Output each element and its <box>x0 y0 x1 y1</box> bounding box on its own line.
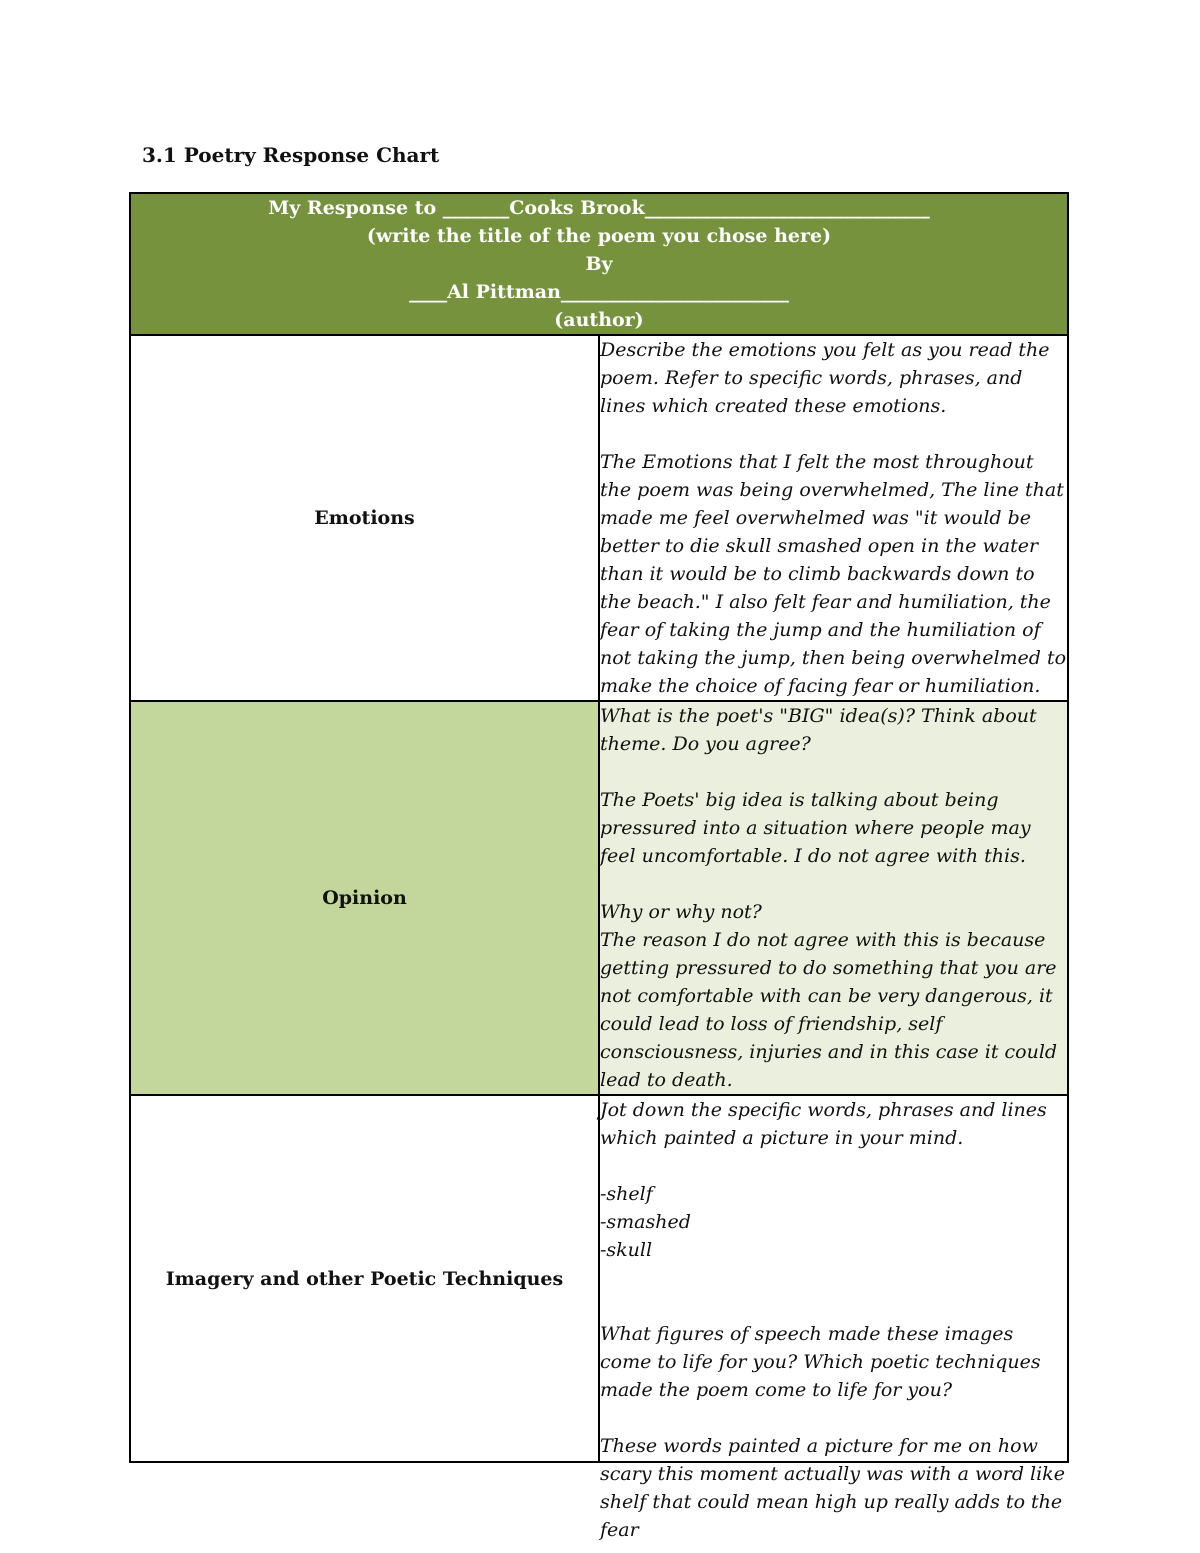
emotions-label: Emotions <box>130 335 599 701</box>
figures-prompt: What figures of speech made these images come to life for you? Which poetic techniques made the poem come to life for you? <box>600 1323 1041 1401</box>
figures-response: These words painted a picture for me on how scary this moment actually was with a word like shelf that could mean high up really adds to the fear <box>600 1435 1065 1541</box>
emotions-content <box>599 335 1068 701</box>
imagery-word: -skull <box>600 1239 653 1261</box>
imagery-row <box>130 1095 1068 1462</box>
opinion-why-response: The reason I do not agree with this is because getting pressured to do something that you are not comfortable with can be very dangerous, it could lead to loss of friendship, self consciousness, injuries and in this case it could lead to death. <box>600 929 1058 1091</box>
chart-header-row <box>130 193 1068 335</box>
emotions-response: The Emotions that I felt the most throughout the poem was being overwhelmed, The line that made me feel overwhelmed was "it would be better to die skull smashed open in the water than it would be to climb backwards down to the beach." I also felt fear and humiliation, the fear of taking the jump and the humiliation of not taking the jump, then being overwhelmed to make the choice of facing fear or humiliation. <box>600 451 1067 697</box>
emotions-row <box>130 335 1068 701</box>
by-label: By <box>585 253 613 275</box>
opinion-label: Opinion <box>130 701 599 1095</box>
poem-title-instruction: (write the title of the poem you chose here) <box>366 225 832 247</box>
opinion-why-prompt: Why or why not? <box>600 901 762 923</box>
poem-title-line: My Response to _______Cooks Brook______________________________ <box>268 197 930 219</box>
author-label: (author) <box>554 309 644 331</box>
poetry-response-chart <box>129 192 1069 1541</box>
imagery-word: -smashed <box>600 1211 691 1233</box>
opinion-response: The Poets' big idea is talking about being pressured into a situation where people may feel uncomfortable. I do not agree with this. <box>600 789 1031 867</box>
emotions-prompt: Describe the emotions you felt as you read the poem. Refer to specific words, phrases, and lines which created these emotions. <box>600 339 1050 417</box>
imagery-word: -shelf <box>600 1183 653 1205</box>
chart-header <box>130 193 1068 335</box>
author-line: ____Al Pittman________________________ <box>409 281 789 303</box>
opinion-row <box>130 701 1068 1095</box>
opinion-content <box>599 701 1068 1095</box>
imagery-label: Imagery and other Poetic Techniques <box>130 1095 599 1462</box>
opinion-prompt: What is the poet's "BIG" idea(s)? Think about theme. Do you agree? <box>600 705 1037 755</box>
imagery-prompt: Jot down the specific words, phrases and lines which painted a picture in your mind. <box>600 1099 1047 1149</box>
document-title: 3.1 Poetry Response Chart <box>142 143 440 167</box>
imagery-content <box>599 1095 1068 1541</box>
